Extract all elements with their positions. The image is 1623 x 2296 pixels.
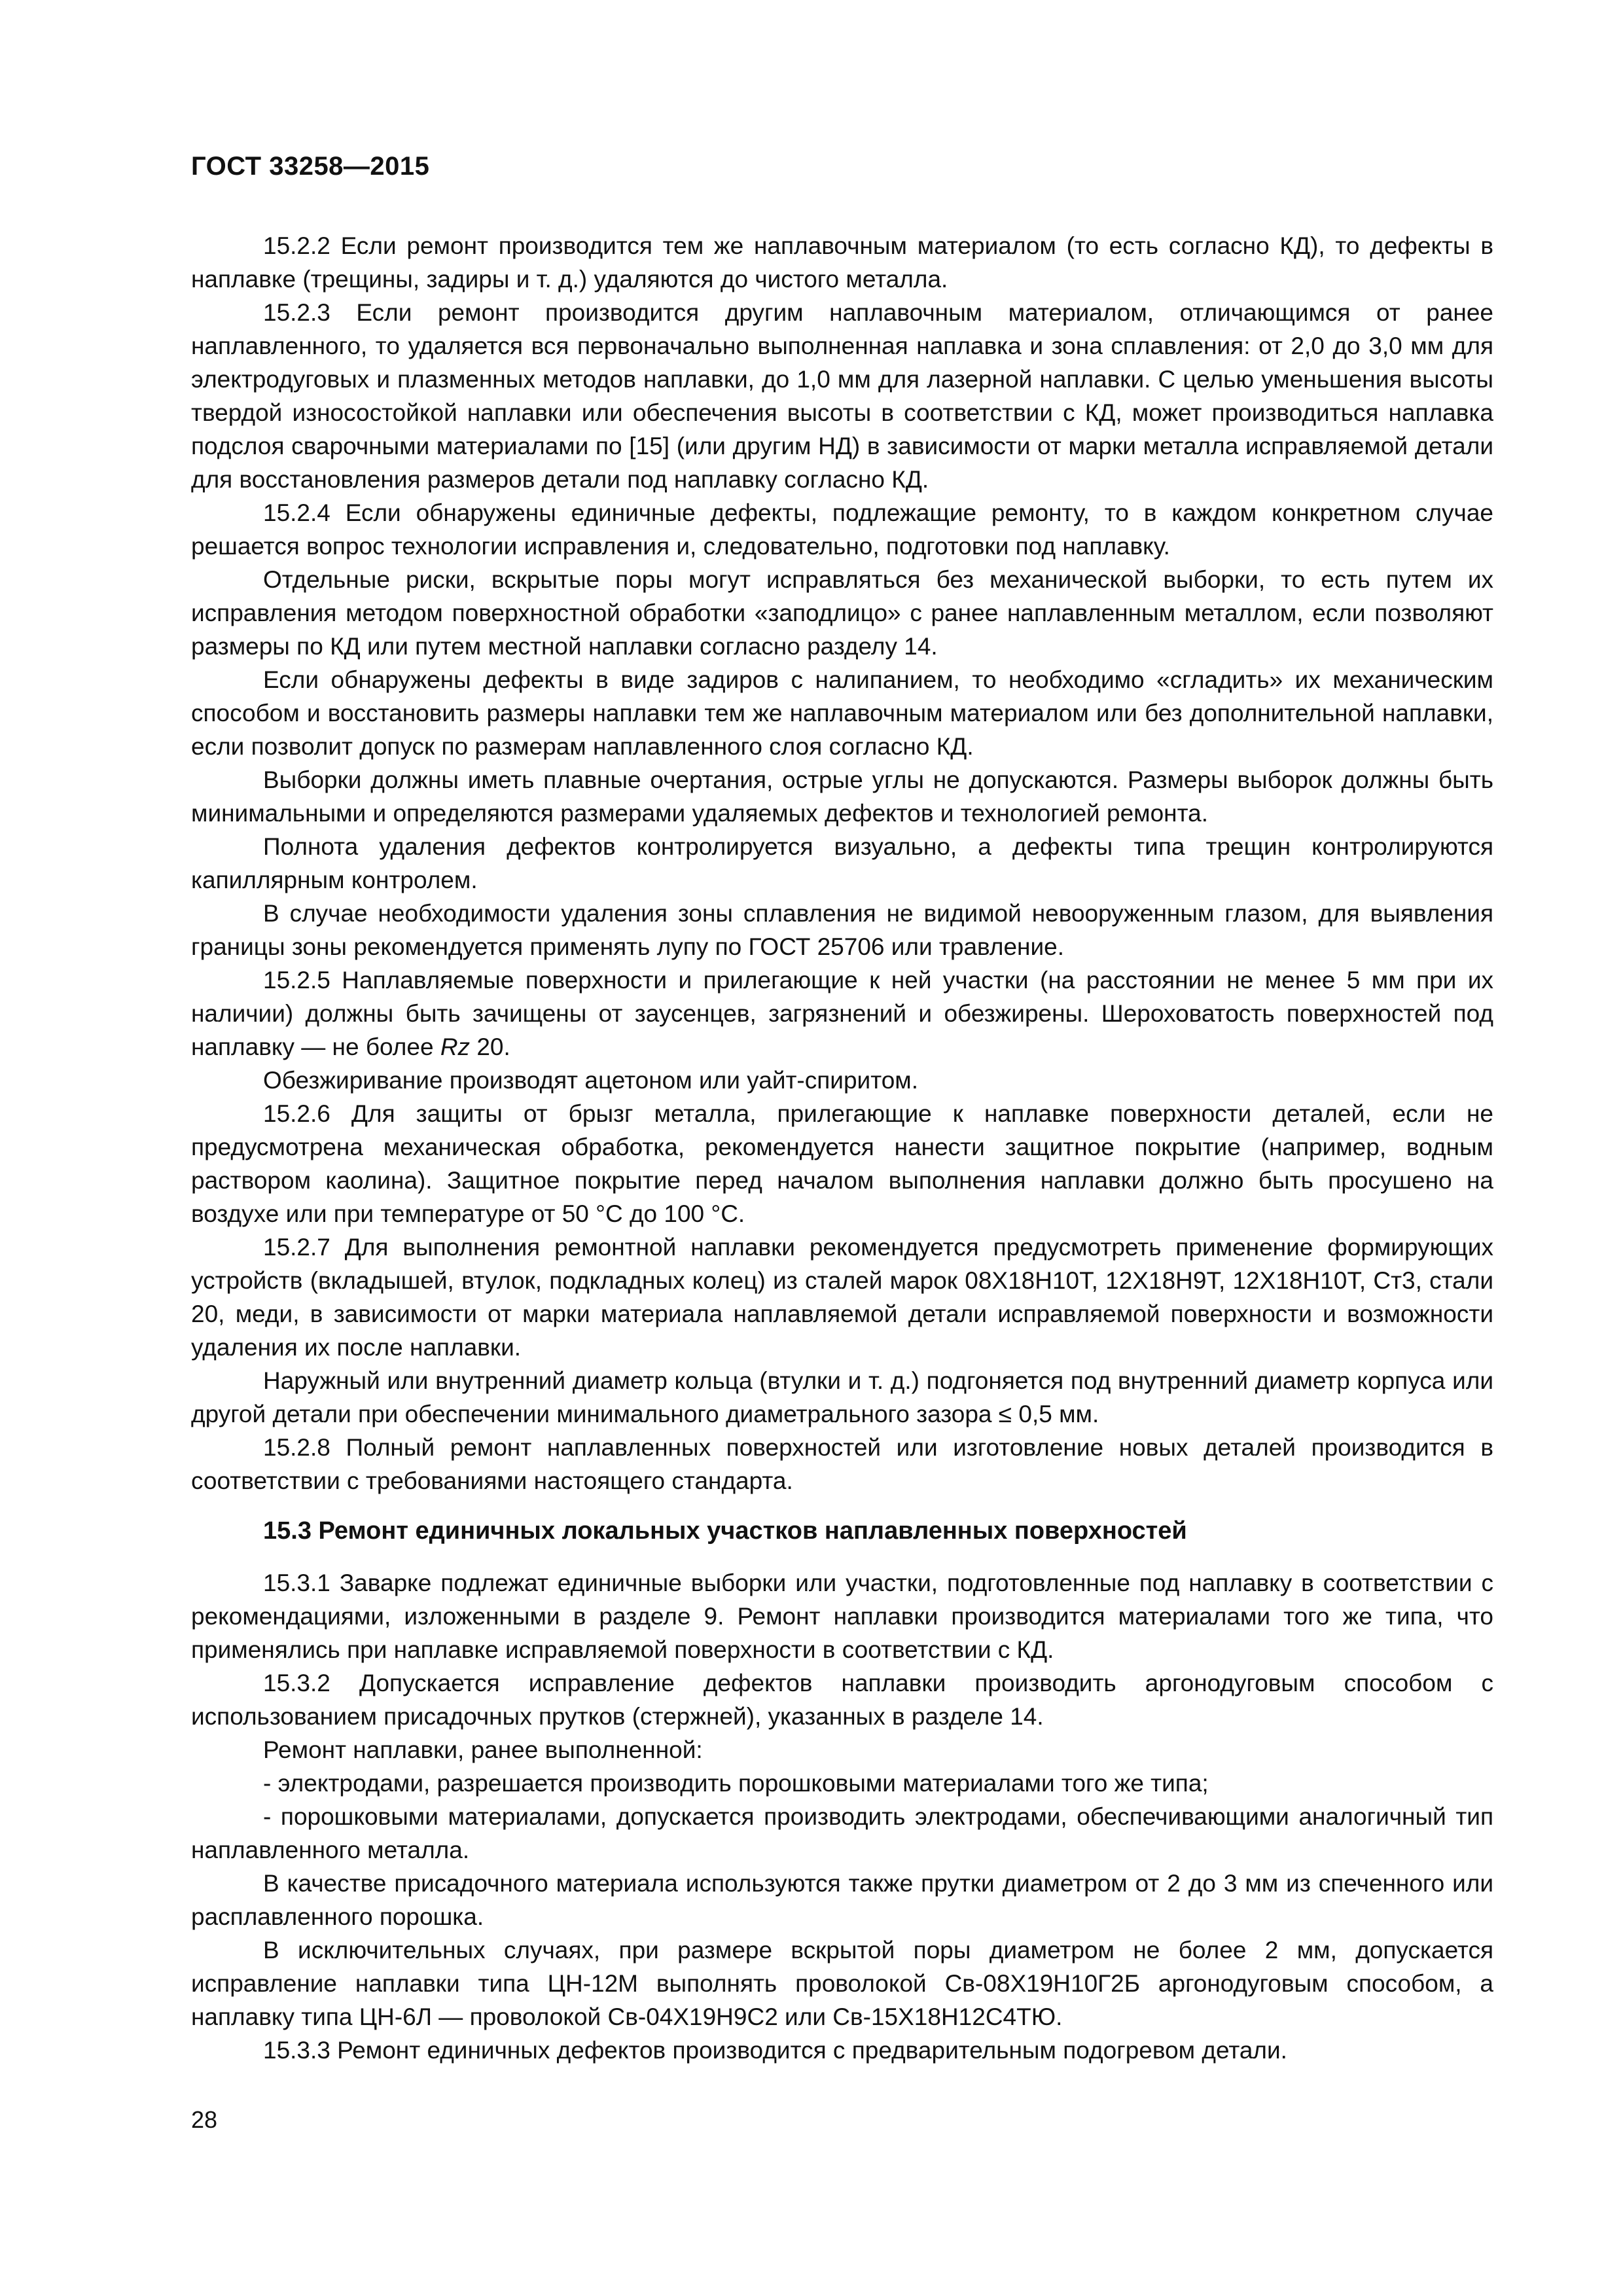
paragraph-grooves: Выборки должны иметь плавные очертания, острые углы не допускаются. Размеры выборок должны быть минимальными и определяются размерами удаляемых дефектов и технологией ремонта.: [191, 766, 1493, 827]
document-body: [191, 229, 1493, 2067]
paragraph-ring-diameter: Наружный или внутренний диаметр кольца (втулки и т. д.) подгоняется под внутренний диаметр корпуса или другой детали при обеспечении минимального диаметрального зазора ≤ 0,5 мм.: [191, 1367, 1493, 1427]
paragraph-fusion-zone: В случае необходимости удаления зоны сплавления не видимой невооруженным глазом, для выявления границы зоны рекомендуется применять лупу по ГОСТ 25706 или травление.: [191, 900, 1493, 960]
paragraph-15-2-6: 15.2.6 Для защиты от брызг металла, прилегающие к наплавке поверхности деталей, если не предусмотрена механическая обработка, рекомендуется нанести защитное покрытие (например, водным раствором каолина). Защитное покрытие перед началом выполнения наплавки должно быть просушено на воздухе или при температуре от 50 °С до 100 °С.: [191, 1100, 1493, 1227]
paragraph-15-2-5: [191, 963, 1493, 1064]
paragraph-15-3-3: 15.3.3 Ремонт единичных дефектов производится с предварительным подогревом детали.: [263, 2037, 1287, 2064]
list-item-powder: - порошковыми материалами, допускается производить электродами, обеспечивающими аналогичный тип наплавленного металла.: [191, 1803, 1493, 1863]
paragraph-15-3-1: 15.3.1 Заварке подлежат единичные выборки или участки, подготовленные под наплавку в соответствии с рекомендациями, изложенными в разделе 9. Ремонт наплавки производится материалами того же типа, что применялись при наплавке исправляемой поверхности в соответствии с КД.: [191, 1570, 1493, 1663]
paragraph-15-2-7: 15.2.7 Для выполнения ремонтной наплавки рекомендуется предусмотреть применение формирующих устройств (вкладышей, втулок, подкладных колец) из сталей марок 08Х18Н10Т, 12Х18Н9Т, 12Х18Н10Т, Ст3, стали 20, меди, в зависимости от марки материала наплавляемой детали исправляемой поверхности и возможности удаления их после наплавки.: [191, 1234, 1493, 1361]
paragraph-filler: В качестве присадочного материала используются также прутки диаметром от 2 до 3 мм из спеченного или расплавленного порошка.: [191, 1870, 1493, 1930]
paragraph-15-2-2: 15.2.2 Если ремонт производится тем же наплавочным материалом (то есть согласно КД), то дефекты в наплавке (трещины, задиры и т. д.) удаляются до чистого металла.: [191, 232, 1493, 293]
roughness-symbol: Rz: [440, 1033, 471, 1060]
paragraph-degreasing: Обезжиривание производят ацетоном или уайт-спиритом.: [263, 1067, 919, 1094]
paragraph-15-3-2: 15.3.2 Допускается исправление дефектов наплавки производить аргонодуговым способом с использованием присадочных прутков (стержней), указанных в разделе 14.: [191, 1670, 1493, 1730]
paragraph-15-2-8: 15.2.8 Полный ремонт наплавленных поверхностей или изготовление новых деталей производится в соответствии с требованиями настоящего стандарта.: [191, 1434, 1493, 1494]
paragraph-scuffs: Если обнаружены дефекты в виде задиров с налипанием, то необходимо «сгладить» их механическим способом и восстановить размеры наплавки тем же наплавочным материалом или без дополнительной наплавки, если позволит допуск по размерам наплавленного слоя согласно КД.: [191, 666, 1493, 760]
paragraph-repair-intro: Ремонт наплавки, ранее выполненной:: [263, 1736, 703, 1763]
page-number: 28: [191, 2106, 218, 2133]
paragraph-risks: Отдельные риски, вскрытые поры могут исправляться без механической выборки, то есть путем их исправления методом поверхностной обработки «заподлицо» с ранее наплавленным металлом, если позволяют размеры по КД или путем местной наплавки согласно разделу 14.: [191, 566, 1493, 660]
paragraph-15-2-3: 15.2.3 Если ремонт производится другим наплавочным материалом, отличающимся от ранее наплавленного, то удаляется вся первоначально выполненная наплавка и зона сплавления: от 2,0 до 3,0 мм для электродуговых и плазменных методов наплавки, до 1,0 мм для лазерной наплавки. С целью уменьшения высоты твердой износостойкой наплавки или обеспечения высоты в соответствии с КД, может производиться наплавка подслоя сварочными материалами по [15] (или другим НД) в зависимости от марки металла исправляемой детали для восстановления размеров детали под наплавку согласно КД.: [191, 299, 1493, 493]
paragraph-15-2-5-text: 15.2.5 Наплавляемые поверхности и прилегающие к ней участки (на расстоянии не менее 5 мм при их наличии) должны быть зачищены от заусенцев, загрязнений и обезжирены. Шероховатость поверхностей под наплавку — не более: [191, 967, 1493, 1060]
list-item-electrodes: - электродами, разрешается производить порошковыми материалами того же типа;: [263, 1770, 1209, 1797]
paragraph-15-2-5-end: 20.: [470, 1033, 510, 1060]
document-header: ГОСТ 33258—2015: [191, 152, 430, 181]
paragraph-15-2-4: 15.2.4 Если обнаружены единичные дефекты, подлежащие ремонту, то в каждом конкретном случае решается вопрос технологии исправления и, следовательно, подготовки под наплавку.: [191, 499, 1493, 560]
section-heading-15-3: 15.3 Ремонт единичных локальных участков наплавленных поверхностей: [263, 1517, 1187, 1545]
paragraph-inspection: Полнота удаления дефектов контролируется визуально, а дефекты типа трещин контролируются капиллярным контролем.: [191, 833, 1493, 893]
paragraph-exceptional: В исключительных случаях, при размере вскрытой поры диаметром не более 2 мм, допускается исправление наплавки типа ЦН-12М выполнять проволокой Св-08Х19Н10Г2Б аргонодуговым способом, а наплавку типа ЦН-6Л — проволокой Св-04Х19Н9С2 или Св-15Х18Н12С4ТЮ.: [191, 1937, 1493, 2030]
